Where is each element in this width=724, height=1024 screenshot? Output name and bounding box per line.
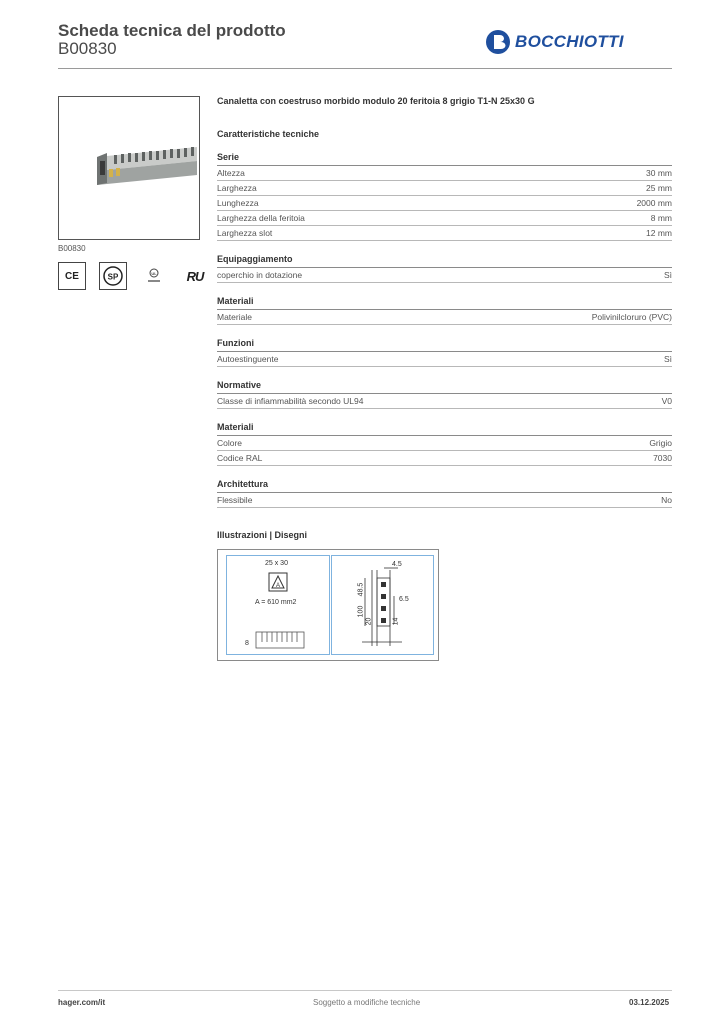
cable-duct-image [59, 97, 199, 239]
svg-text:SP: SP [107, 272, 119, 282]
logo-text: BOCCHIOTTI [515, 32, 624, 51]
spec-label: Classe di infiammabilità secondo UL94 [217, 396, 364, 406]
spec-group-title: Architettura [217, 479, 672, 493]
spec-value: No [661, 495, 672, 505]
spec-group [217, 422, 672, 466]
svg-text:UL: UL [151, 271, 157, 276]
area-label: A = 610 mm2 [255, 599, 297, 606]
spec-group [217, 296, 672, 325]
brand-logo [485, 29, 624, 55]
drawings-box [217, 549, 439, 661]
spec-value: V0 [661, 396, 672, 406]
spec-group-title: Equipaggiamento [217, 254, 672, 268]
certification-marks [58, 262, 209, 290]
dimension-diagram-icon [332, 556, 433, 654]
spec-value: 2000 mm [636, 198, 672, 208]
spec-row [217, 451, 672, 466]
dim-total-label: 100 [357, 605, 365, 618]
spec-label: Larghezza della feritoia [217, 213, 305, 223]
spec-group-title: Funzioni [217, 338, 672, 352]
drawings-title: Illustrazioni | Disegni [217, 530, 308, 540]
spec-label: Larghezza slot [217, 228, 273, 238]
spec-groups [217, 152, 672, 508]
spec-label: Lunghezza [217, 198, 259, 208]
spec-group [217, 254, 672, 283]
spec-value: 12 mm [646, 228, 672, 238]
slot-comb-icon [255, 628, 305, 650]
spec-label: coperchio in dotazione [217, 270, 303, 280]
ce-mark-text: CE [65, 270, 79, 282]
spec-row [217, 352, 672, 367]
spec-group [217, 479, 672, 508]
spec-group-title: Materiali [217, 422, 672, 436]
spec-label: Altezza [217, 168, 245, 178]
ul-recognized-text: RU [186, 268, 204, 284]
spec-value: Sì [663, 270, 672, 280]
dim-top-label: 4.5 [392, 561, 402, 568]
spec-label: Autoestinguente [217, 354, 279, 364]
dim-height-label: 48.5 [357, 582, 365, 597]
cross-section-drawing [226, 555, 330, 655]
footer-notice: Soggetto a modifiche tecniche [313, 998, 421, 1007]
spec-sheet [217, 96, 672, 661]
spec-row [217, 211, 672, 226]
ul-listed-mark-icon [140, 262, 168, 290]
spec-group [217, 338, 672, 367]
spec-label: Materiale [217, 312, 252, 322]
product-code-title: B00830 [58, 39, 117, 58]
ul-recognized-mark-icon [181, 262, 209, 290]
spec-group-title: Serie [217, 152, 672, 166]
dim-b-label: 6.5 [399, 596, 409, 603]
spec-group [217, 152, 672, 241]
dim-c-label: 14 [392, 617, 400, 626]
spec-group-title: Normative [217, 380, 672, 394]
spec-label: Larghezza [217, 183, 257, 193]
footer-date: 03.12.2025 [629, 998, 670, 1007]
spec-row [217, 268, 672, 283]
spec-row [217, 181, 672, 196]
spec-row [217, 436, 672, 451]
specs-heading: Caratteristiche tecniche [217, 129, 320, 139]
svg-text:A: A [275, 583, 281, 589]
spec-row [217, 166, 672, 181]
dimension-drawing [331, 555, 434, 655]
spec-value: 7030 [653, 453, 672, 463]
section-area-icon [268, 572, 288, 592]
bocchiotti-logo-icon [485, 29, 511, 55]
spec-row [217, 226, 672, 241]
spec-group [217, 380, 672, 409]
spec-value: Polivinilcloruro (PVC) [591, 312, 672, 322]
spec-row [217, 493, 672, 508]
product-name: Canaletta con coestruso morbido modulo 20 feritoia 8 grigio T1-N 25x30 G [217, 96, 535, 106]
spec-row [217, 394, 672, 409]
size-label: 25 x 30 [265, 560, 288, 567]
slot-label: 8 [245, 640, 249, 647]
product-image [58, 96, 200, 240]
footer-website: hager.com/it [58, 998, 106, 1007]
footer-divider [58, 990, 672, 991]
spec-row [217, 196, 672, 211]
spec-value: Sì [663, 354, 672, 364]
spec-label: Colore [217, 438, 243, 448]
spec-row [217, 310, 672, 325]
spec-value: 30 mm [646, 168, 672, 178]
spec-value: 8 mm [650, 213, 672, 223]
spec-value: 25 mm [646, 183, 672, 193]
spec-label: Flessibile [217, 495, 253, 505]
header-divider [58, 68, 672, 69]
ce-mark-icon [58, 262, 86, 290]
image-caption: B00830 [58, 244, 86, 253]
spec-value: Grigio [649, 438, 672, 448]
spec-label: Codice RAL [217, 453, 263, 463]
csa-mark-icon [99, 262, 127, 290]
dim-a-label: 20 [365, 617, 373, 626]
spec-group-title: Materiali [217, 296, 672, 310]
page-title: Scheda tecnica del prodotto [58, 21, 286, 40]
